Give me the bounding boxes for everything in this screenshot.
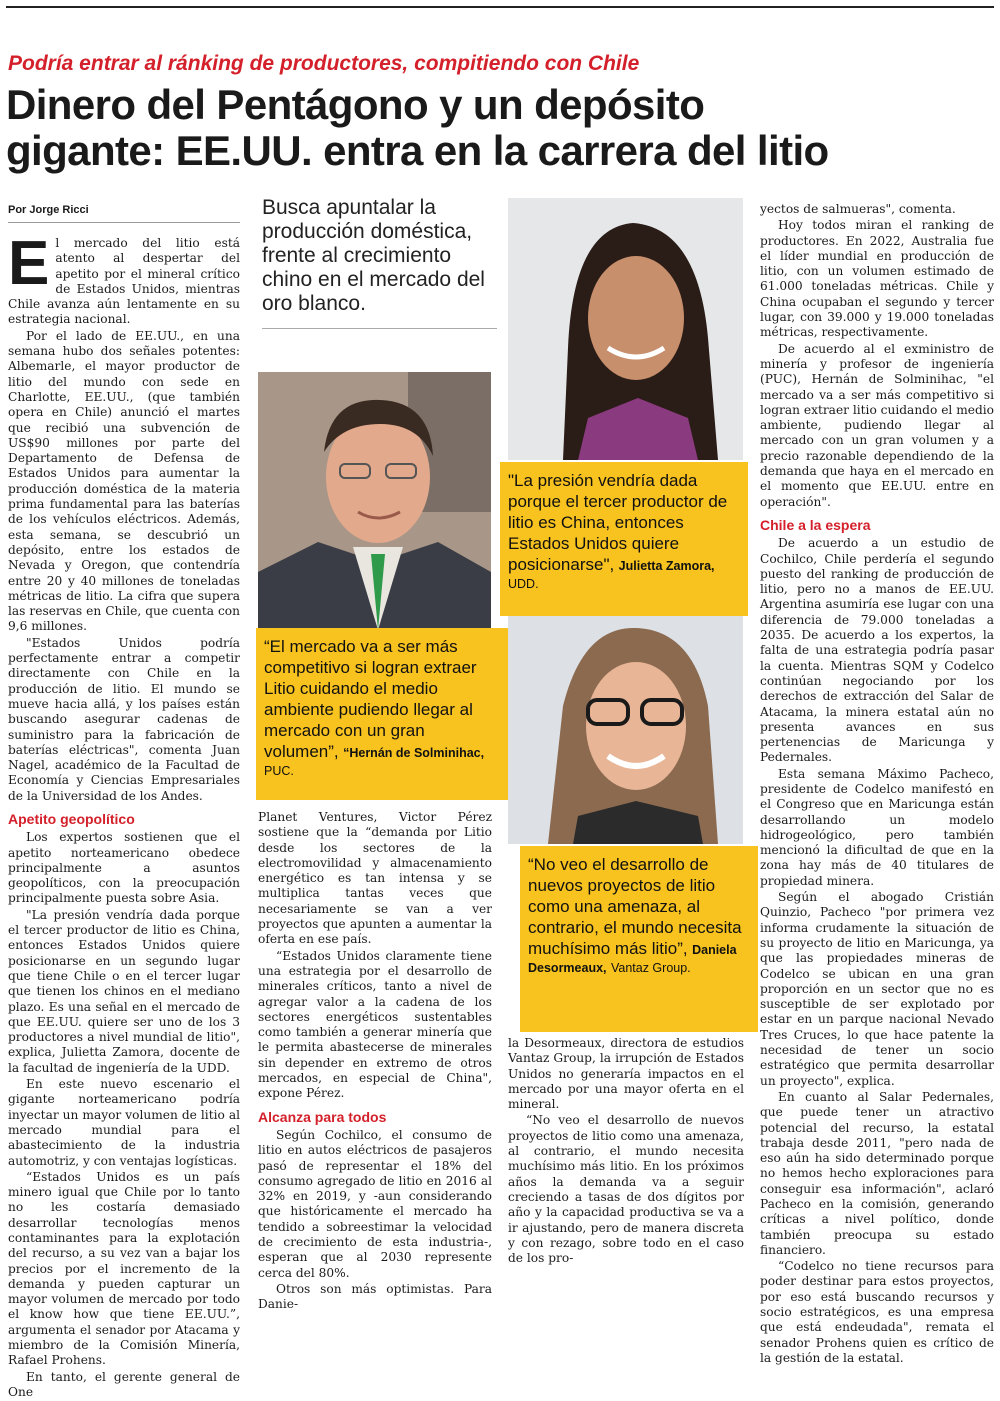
caption-affiliation: Vantaz Group. — [610, 961, 691, 975]
pull-quote: Busca apuntalar la producción doméstica, frente al crecimiento chino en el mercado del oro blanco. — [262, 196, 497, 329]
caption-name: “Hernán de Solminihac, — [343, 746, 485, 760]
paragraph: En tanto, el gerente general de One — [8, 1369, 240, 1399]
portrait-man-icon — [258, 372, 491, 630]
headline — [6, 82, 996, 174]
paragraph: “No veo el desarrollo de nuevos proyectos de litio como una amenaza, al contrario, el mundo necesita muchísimo más litio. En los próximos años la demanda va a seguir creciendo a tasas de dos dígitos por año y la capacidad productiva se va a ir ajustando, pero de manera discreta y con rezago, sobre todo en el caso de los pro- — [508, 1113, 744, 1266]
article-column-2 — [258, 810, 492, 1314]
caption-quote: “El mercado va a ser más competitivo si logran extraer Litio cuidando el medio ambiente pudiendo llegar al mercado con un gran volumen”, — [264, 637, 477, 761]
photo-solminihac — [258, 372, 491, 630]
caption-solminihac — [256, 628, 508, 800]
paragraph: Hoy todos miran el ranking de productores. En 2022, Australia fue el líder mundial en producción de litio, con un volumen estimado de 61.000 toneladas métricas. Chile y China ocupaban el segundo y tercer lugar, con 39.000 y 19.000 toneladas métricas, respectivamente. — [760, 218, 994, 340]
paragraph: De acuerdo a un estudio de Cochilco, Chile perdería el segundo puesto del ranking de producción de litio, pero no a manos de EE.UU. Argentina asumiría ese lugar con una diferencia de 79.000 toneladas a 2035. De acuerdo a los expertos, la falta de una estrategia podría pasar la cuenta. Mientras SQM y Codelco continúan negociando por los derechos de extracción del Salar de Atacama, la minera estatal aún no presenta avances en sus pertenencias de Maricunga y Pedernales. — [760, 536, 994, 765]
headline-line-1: Dinero del Pentágono y un depósito — [6, 81, 705, 128]
caption-affiliation: UDD. — [508, 577, 539, 591]
article-column-4 — [760, 202, 994, 1367]
headline-line-2: gigante: EE.UU. entra en la carrera del litio — [6, 127, 829, 174]
caption-quote: "La presión vendría dada porque el tercer productor de litio es China, entonces Estados Unidos quiere posicionarse", — [508, 471, 728, 574]
article-column-3 — [508, 1036, 744, 1267]
paragraph: la Desormeaux, directora de estudios Vantaz Group, la irrupción de Estados Unidos no generaría impactos en el mercado por una mayor oferta en el mineral. — [508, 1036, 744, 1112]
caption-zamora — [500, 462, 748, 616]
subheading-chile: Chile a la espera — [760, 516, 871, 533]
paragraph: Según el abogado Cristián Quinzio, Pacheco "por primera vez informa crudamente la situación de su proyecto de litio en Maricunga, ya que las propiedades mineras de Codelco se ubican en una gran proporción en un sector que no es susceptible de ser explotado por estar en un parque nacional Nevado Tres Cruces, lo que hace patente la necesidad de tener un socio estratégico que permita desarrollar un proyecto", explica. — [760, 890, 994, 1088]
paragraph: Los expertos sostienen que el apetito norteamericano obedece principalmente a asuntos geopolíticos, con la preocupación principalmente puesta sobre Asia. — [8, 830, 240, 906]
paragraph: En cuanto al Salar Pedernales, que puede tener un atractivo potencial del recurso, la estatal trabaja desde 2011, "pero nada de eso aún ha sido determinado porque no hemos hecho exploraciones para conseguir esa información", aclaró Pacheco en la comisión, generando críticas a nivel político, donde también preocupa su estado financiero. — [760, 1089, 994, 1257]
subheading-apetito: Apetito geopolítico — [8, 810, 135, 827]
caption-name: Julietta Zamora, — [618, 559, 715, 573]
paragraph: En este nuevo escenario el gigante norteamericano podría inyectar un mayor volumen de litio al mercado mundial para el abastecimiento de la industria automotriz, y con ventajas logísticas. — [8, 1077, 240, 1168]
paragraph: "La presión vendría dada porque el tercer productor de litio es China, entonces Estados Unidos quiere posicionarse en un segundo lugar que tiene Chile o en el tercer lugar que tienen los chinos en el mediano plazo. Es una señal en el mercado de que EE.UU. quiere ser uno de los 3 productores a nivel mundial de litio", explica, Julietta Zamora, docente de la facultad de ingeniería de la UDD. — [8, 907, 240, 1075]
paragraph: “Estados Unidos claramente tiene una estrategia por el desarrollo de minerales críticos, tanto a nivel de agregar valor a la cadena de los sectores energéticos sustentables como también a generar minería que le permita abastecerse de minerales sin depender en extremo de otros mercados, en especial de China", expone Pérez. — [258, 948, 492, 1101]
caption-name: Daniela Desormeaux, — [528, 943, 737, 975]
caption-quote: “No veo el desarrollo de nuevos proyectos de litio como una amenaza, al contrario, el mundo necesita muchísimo más litio”, — [528, 855, 742, 958]
paragraph: “Codelco no tiene recursos para poder destinar para estos proyectos, por eso está buscando recursos y socio estratégicos, es una empresa que está endeudada", remata el senador Prohens quien es crítico de la gestión de la estatal. — [760, 1259, 994, 1365]
subheading-alcanza: Alcanza para todos — [258, 1108, 387, 1125]
drop-cap: E — [8, 229, 50, 298]
paragraph: De acuerdo al el exministro de minería y profesor de ingeniería (PUC), Hernán de Solminihac, "el mercado va a ser más competitivo si logran extraer litio cuidando el medio ambiente, pudiendo llegar al mercado con un gran volumen y a precio razonable dependiendo de la demanda que haya en el mercado en el momento que EE.UU. entre en operación". — [760, 341, 994, 509]
caption-affiliation: PUC. — [264, 764, 294, 778]
article-column-1 — [8, 229, 240, 1401]
paragraph: Otros son más optimistas. Para Danie- — [258, 1281, 492, 1312]
paragraph: Según Cochilco, el consumo de litio en autos eléctricos de pasajeros pasó de representar el 18% del consumo agregado de litio en 2016 al 32% en 2019, y -aun considerando que históricamente el mercado ha tendido a sobreestimar la velocidad de crecimiento de esta industria-, esperan que al 2030 represente cerca del 80%. — [258, 1127, 492, 1280]
paragraph: "Estados Unidos podría perfectamente entrar a competir directamente con Chile en la producción de litio. El mundo se mueve hacia allá, y los países están buscando asegurar cadenas de suministro para la fabricación de baterías eléctricas", comenta Juan Nagel, académico de la Facultad de Economía y Ciencias Empresariales de la Universidad de los Andes. — [8, 635, 240, 803]
paragraph: El mercado del litio está atento al despertar del apetito por el mineral crítico de Estados Unidos, mientras Chile avanza aún lentamente en su estrategia nacional. — [8, 229, 240, 327]
photo-zamora — [508, 198, 743, 460]
kicker: Podría entrar al ránking de productores, compitiendo con Chile — [8, 52, 640, 75]
paragraph: “Estados Unidos es un país minero igual que Chile por lo tanto no les costaría demasiado desarrollar tecnologías menos contaminantes para la explotación del recurso, a su vez van a bajar los precios por el incremento de la demanda y pueden capturar un mayor volumen de mercado por todo el know how que tiene EE.UU.”, argumenta el senador por Atacama y miembro de la Comisión Minería, Rafael Prohens. — [8, 1169, 240, 1368]
top-rule — [6, 6, 994, 8]
photo-desormeaux — [508, 616, 743, 844]
portrait-woman-glasses-icon — [508, 616, 743, 844]
paragraph: Planet Ventures, Victor Pérez sostiene que la “demanda por Litio desde los sectores de la electromovilidad y almacenamiento energético es tan intensa y se multiplica tantas veces que necesariamente se van a ver proyectos que apunten a aumentar la oferta en ese país. — [258, 810, 492, 947]
paragraph: Por el lado de EE.UU., en una semana hubo dos señales potentes: Albemarle, el mayor productor de litio del mundo con sede en Charlotte, EE.UU., (que también opera en Chile) anunció el martes que recibió una subvención de US$90 millones por parte del Departamento de Defensa de Estados Unidos para aumentar la producción doméstica de la materia prima fundamental para las baterías de los vehículos eléctricos. Además, esta semana, se descubrió un depósito, entre los estados de Nevada y Oregon, que contendría entre 20 y 40 millones de toneladas métricas de litio. La cifra que supera las reservas en Chile, que cuenta con 9,6 millones. — [8, 328, 240, 634]
byline: Por Jorge Ricci — [8, 204, 240, 223]
paragraph: yectos de salmueras", comenta. — [760, 202, 956, 216]
portrait-woman-icon — [508, 198, 743, 460]
paragraph: Esta semana Máximo Pacheco, presidente de Codelco manifestó en el Congreso que en Maricunga están desarrollando un modelo hidrogeológico, pero también mencionó la dificultad de que en la zona hay más de 40 titulares de propiedad minera. — [760, 766, 994, 888]
caption-desormeaux — [520, 846, 758, 1032]
